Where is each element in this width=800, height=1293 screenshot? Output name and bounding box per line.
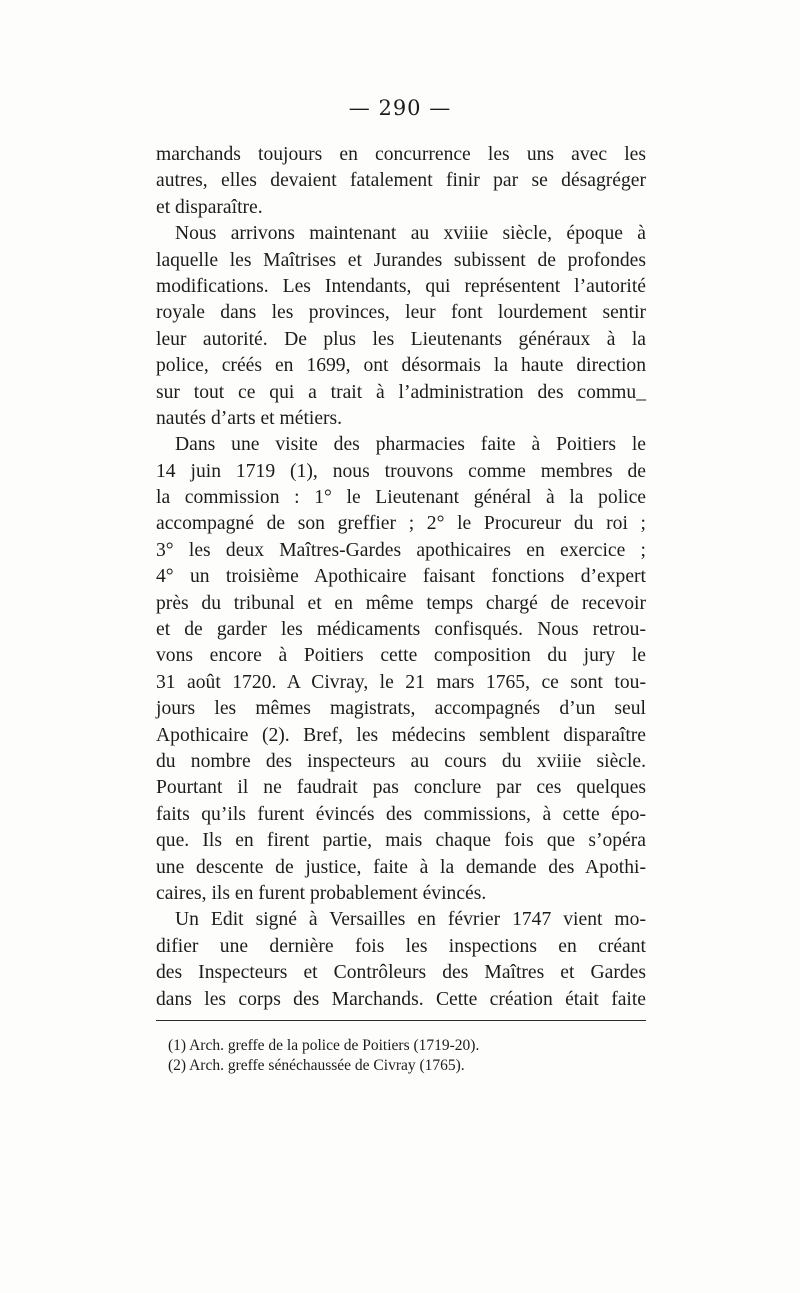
body-text <box>156 142 646 1013</box>
text-line: Apothicaire (2). Bref, les médecins semblent disparaître <box>156 724 646 746</box>
text-line: 4° un troisième Apothicaire faisant fonctions d’expert <box>156 566 646 588</box>
text-line: vons encore à Poitiers cette composition du jury le <box>156 645 646 667</box>
paragraph-3 <box>156 432 646 907</box>
text-line: et de garder les médicaments confisqués. Nous retrou- <box>156 619 646 641</box>
paragraph-4 <box>156 907 646 1013</box>
text-line: 14 juin 1719 (1), nous trouvons comme membres de <box>156 460 646 482</box>
text-line: jours les mêmes magistrats, accompagnés d’un seul <box>156 698 646 720</box>
paragraph-2 <box>156 221 646 432</box>
text-line: royale dans les provinces, leur font lourdement sentir <box>156 302 646 324</box>
text-line: dans les corps des Marchands. Cette création était faite <box>156 988 646 1010</box>
page-number: — 290 — <box>348 96 452 120</box>
text-line: du nombre des inspecteurs au cours du xviiie siècle. <box>156 750 646 772</box>
text-line: Dans une visite des pharmacies faite à Poitiers le <box>175 434 646 456</box>
footnotes <box>168 1036 479 1076</box>
footnote-2: (2) Arch. greffe sénéchaussée de Civray (1765). <box>168 1057 465 1074</box>
text-line: près du tribunal et en même temps chargé de recevoir <box>156 592 646 614</box>
text-line: sur tout ce qui a trait à l’administration des commu_ <box>156 381 646 403</box>
text-line: Un Edit signé à Versailles en février 1747 vient mo- <box>175 909 646 931</box>
text-line: autres, elles devaient fatalement finir par se désagréger <box>156 170 646 192</box>
text-line: des Inspecteurs et Contrôleurs des Maîtres et Gardes <box>156 962 646 984</box>
text-line: caires, ils en furent probablement évincés. <box>156 882 487 904</box>
text-line: modifications. Les Intendants, qui représentent l’autorité <box>156 275 646 297</box>
text-line: difier une dernière fois les inspections en créant <box>156 935 646 957</box>
text-line: et disparaître. <box>156 196 263 218</box>
text-line: Pourtant il ne faudrait pas conclure par ces quelques <box>156 777 646 799</box>
text-line: laquelle les Maîtrises et Jurandes subissent de profondes <box>156 249 646 271</box>
text-line: nautés d’arts et métiers. <box>156 407 343 429</box>
text-line: marchands toujours en concurrence les uns avec les <box>156 144 646 165</box>
text-line: faits qu’ils furent évincés des commissions, à cette épo- <box>156 803 646 825</box>
text-line: la commission : 1° le Lieutenant général à la police <box>156 487 646 509</box>
text-line: accompagné de son greffier ; 2° le Procureur du roi ; <box>156 513 646 535</box>
text-line: une descente de justice, faite à la demande des Apothi- <box>156 856 646 878</box>
paragraph-1 <box>156 142 646 221</box>
text-line: police, créés en 1699, ont désormais la haute direction <box>156 355 646 377</box>
footnote-1: (1) Arch. greffe de la police de Poitiers (1719-20). <box>168 1037 480 1054</box>
text-line: leur autorité. De plus les Lieutenants généraux à la <box>156 328 646 350</box>
text-line: que. Ils en firent partie, mais chaque fois que s’opéra <box>156 830 646 852</box>
text-line: 31 août 1720. A Civray, le 21 mars 1765, ce sont tou- <box>156 671 646 693</box>
text-line: Nous arrivons maintenant au xviiie siècle, époque à <box>175 223 646 245</box>
footnote-rule <box>156 1020 646 1021</box>
text-line: 3° les deux Maîtres-Gardes apothicaires en exercice ; <box>156 539 646 561</box>
